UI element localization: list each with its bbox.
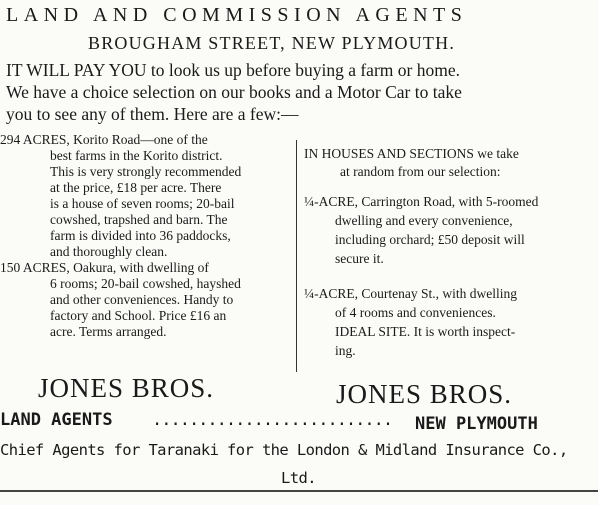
- intro-line: We have a choice selection on our books and a Motor Car to take: [6, 82, 462, 102]
- company-suffix: Ltd.: [281, 469, 316, 487]
- location-label: NEW PLYMOUTH: [415, 414, 538, 434]
- header-address: BROUGHAM STREET, NEW PLYMOUTH.: [88, 33, 456, 53]
- listing-line: ¼-ACRE, Carrington Road, with 5-roomed: [304, 194, 539, 209]
- listing-line: This is very strongly recommended: [50, 164, 242, 179]
- listing-line: acre. Terms arranged.: [50, 324, 167, 339]
- listing-line: cowshed, trapshed and barn. The: [50, 212, 228, 227]
- listing-line: including orchard; £50 deposit will: [335, 232, 525, 247]
- intro-line: IT WILL PAY YOU to look us up before buying a farm or home.: [6, 60, 460, 80]
- column-divider: [296, 140, 297, 372]
- listing-line: and other conveniences. Handy to: [50, 292, 234, 307]
- insurance-agency-line: Chief Agents for Taranaki for the London & Midland Insurance Co.,: [0, 441, 568, 459]
- listing-line: ¼-ACRE, Courtenay St., with dwelling: [304, 286, 517, 301]
- listing-line: 150 ACRES, Oakura, with dwelling of: [0, 260, 209, 275]
- listing-line: 294 ACRES, Korito Road—one of the: [0, 132, 208, 147]
- listing-line: at the price, £18 per acre. There: [50, 180, 222, 195]
- listing-line: and thoroughly clean.: [50, 244, 168, 259]
- firm-name-left: JONES BROS.: [38, 373, 215, 403]
- listing-line: farm is divided into 36 paddocks,: [50, 228, 231, 243]
- listing-line: ing.: [335, 343, 356, 358]
- header-title: LAND AND COMMISSION AGENTS: [6, 4, 468, 26]
- listing-line: IDEAL SITE. It is worth inspect-: [335, 324, 516, 339]
- firm-name-right: JONES BROS.: [336, 379, 513, 409]
- listing-line: is a house of seven rooms; 20-bail: [50, 196, 235, 211]
- leader-dots: ..........................: [152, 410, 393, 430]
- land-agents-label: LAND AGENTS: [0, 410, 113, 430]
- listing-line: factory and School. Price £16 an: [50, 308, 227, 323]
- listing-line: IN HOUSES AND SECTIONS we take: [304, 146, 519, 161]
- bottom-rule: [0, 490, 598, 492]
- listing-line: best farms in the Korito district.: [50, 148, 223, 163]
- listing-line: secure it.: [335, 251, 384, 266]
- listing-line: 6 rooms; 20-bail cowshed, hayshed: [50, 276, 241, 291]
- intro-line: you to see any of them. Here are a few:—: [6, 104, 299, 124]
- listing-line: at random from our selection:: [340, 164, 501, 179]
- listing-line: of 4 rooms and conveniences.: [335, 305, 496, 320]
- listing-line: dwelling and every convenience,: [335, 213, 513, 228]
